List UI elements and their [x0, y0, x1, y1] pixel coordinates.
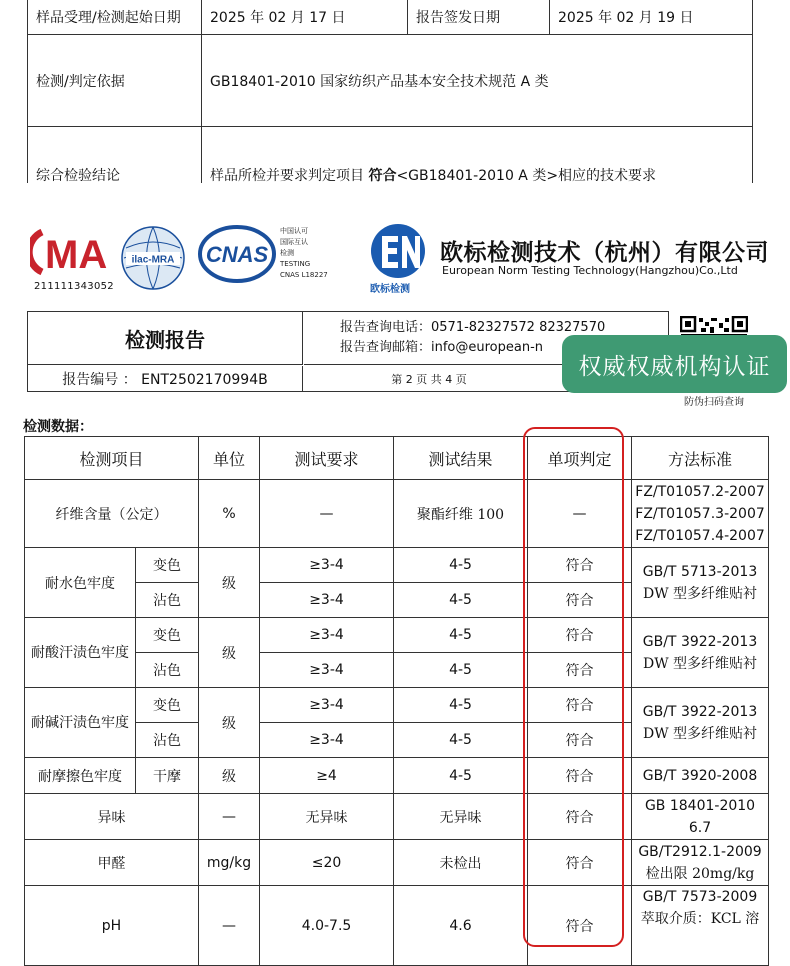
table-row	[25, 688, 769, 723]
cnas-note	[280, 226, 328, 281]
col-header-method: 方法标准	[632, 437, 769, 480]
requirement-cell: ≥3-4	[260, 583, 394, 618]
item-name: 耐碱汗渍色牢度	[25, 688, 136, 758]
judgement-cell: 符合	[528, 653, 632, 688]
result-cell: 未检出	[394, 840, 528, 886]
cma-number: 211111343052	[34, 281, 114, 292]
item-name: 耐酸汗渍色牢度	[25, 618, 136, 688]
report-phone: 报告查询电话：0571-82327572 82327570	[340, 320, 606, 335]
result-cell: 聚酯纤维 100	[394, 480, 528, 548]
judgement-cell: 符合	[528, 618, 632, 653]
table-row	[25, 480, 769, 548]
judgement-cell: 符合	[528, 886, 632, 966]
sub-item: 沾色	[136, 723, 199, 758]
table-row	[25, 618, 769, 653]
ilac-logo-text: ilac-MRA	[131, 254, 175, 266]
conclusion-value	[202, 127, 753, 184]
method-line: GB/T 3922-2013	[642, 633, 758, 650]
judgement-cell: 符合	[528, 688, 632, 723]
result-cell: 4-5	[394, 583, 528, 618]
cnas-note-line: 中国认可	[280, 227, 308, 235]
cma-logo-text: MA	[45, 233, 108, 277]
item-name: 甲醛	[25, 840, 199, 886]
company-name-cn: 欧标检测技术（杭州）有限公司	[440, 240, 769, 266]
unit-cell: 级	[199, 618, 260, 688]
requirement-cell: ≥3-4	[260, 723, 394, 758]
method-line: FZ/T01057.4-2007	[635, 527, 765, 544]
result-cell: 4-5	[394, 758, 528, 794]
col-header-item: 检测项目	[25, 437, 199, 480]
judgement-cell: 符合	[528, 723, 632, 758]
requirement-cell: ≤20	[260, 840, 394, 886]
result-cell: 4-5	[394, 723, 528, 758]
sub-item: 变色	[136, 688, 199, 723]
result-cell: 4-5	[394, 653, 528, 688]
result-cell: 4-5	[394, 548, 528, 583]
judgement-cell: 符合	[528, 840, 632, 886]
sub-item: 干摩	[136, 758, 199, 794]
result-cell: 4-5	[394, 618, 528, 653]
table-row	[25, 758, 769, 794]
requirement-cell: 无异味	[260, 794, 394, 840]
table-row	[25, 886, 769, 966]
table-row	[25, 840, 769, 886]
conclusion-suffix: <GB18401-2010 A 类>相应的技术要求	[396, 167, 657, 183]
receive-date-label: 样品受理/检测起始日期	[28, 0, 202, 35]
report-email[interactable]: 报告查询邮箱：info@european-n	[340, 340, 544, 355]
table-row	[25, 794, 769, 840]
method-line: GB/T 3922-2013	[642, 703, 758, 720]
unit-cell: mg/kg	[199, 840, 260, 886]
test-data-table	[24, 436, 769, 966]
method-line: 萃取介质：KCL 溶	[640, 911, 760, 927]
conclusion-prefix: 样品所检并要求判定项目	[210, 167, 369, 183]
unit-cell: —	[199, 886, 260, 966]
method-line: GB/T 7573-2009	[642, 889, 758, 905]
method-line: FZ/T01057.2-2007	[635, 483, 765, 500]
method-line: 6.7	[688, 819, 712, 836]
sample-info-table	[27, 0, 753, 183]
unit-cell: 级	[199, 758, 260, 794]
item-name: 耐水色牢度	[25, 548, 136, 618]
cnas-note-line: CNAS L18227	[280, 271, 328, 279]
sub-item: 沾色	[136, 653, 199, 688]
method-line: DW 型多纤维贴衬	[642, 655, 758, 672]
table-row	[25, 548, 769, 583]
requirement-cell: ≥3-4	[260, 548, 394, 583]
requirement-cell: ≥3-4	[260, 618, 394, 653]
judgement-cell: 符合	[528, 583, 632, 618]
issue-date-value: 2025 年 02 月 19 日	[550, 0, 753, 35]
judgement-cell: —	[528, 480, 632, 548]
issue-date-label: 报告签发日期	[408, 0, 550, 35]
item-name: 纤维含量（公定）	[25, 480, 199, 548]
item-name: 异味	[25, 794, 199, 840]
unit-cell: 级	[199, 548, 260, 618]
item-name: 耐摩擦色牢度	[25, 758, 136, 794]
requirement-cell: ≥3-4	[260, 653, 394, 688]
method-line: DW 型多纤维贴衬	[642, 585, 758, 602]
method-cell: GB/T 3920-2008	[632, 758, 769, 794]
col-header-requirement: 测试要求	[260, 437, 394, 480]
col-header-result: 测试结果	[394, 437, 528, 480]
unit-cell: 级	[199, 688, 260, 758]
method-cell	[632, 886, 769, 966]
data-section-heading: 检测数据：	[23, 419, 93, 435]
requirement-cell: 4.0-7.5	[260, 886, 394, 966]
european-norm-logo	[368, 222, 428, 280]
requirement-cell: ≥3-4	[260, 688, 394, 723]
judgement-column-highlight	[523, 427, 624, 947]
receive-date-value: 2025 年 02 月 17 日	[202, 0, 408, 35]
result-cell: 无异味	[394, 794, 528, 840]
qr-caption: 防伪扫码查询	[684, 397, 744, 408]
method-line: FZ/T01057.3-2007	[635, 505, 765, 522]
basis-value: GB18401-2010 国家纺织产品基本安全技术规范 A 类	[202, 35, 753, 127]
result-cell: 4.6	[394, 886, 528, 966]
basis-label: 检测/判定依据	[28, 35, 202, 127]
result-cell: 4-5	[394, 688, 528, 723]
method-line: GB 18401-2010	[644, 797, 756, 814]
col-header-judgement: 单项判定	[528, 437, 632, 480]
method-cell	[632, 618, 769, 688]
judgement-cell: 符合	[528, 794, 632, 840]
requirement-cell: ≥4	[260, 758, 394, 794]
authority-certification-banner: 权威权威机构认证	[562, 335, 787, 393]
top-info-section	[0, 0, 790, 183]
method-line: GB/T 5713-2013	[642, 563, 758, 580]
table-header-row	[25, 437, 769, 480]
sub-item: 变色	[136, 618, 199, 653]
company-name-en: European Norm Testing Technology(Hangzhou)Co.,Ltd	[442, 264, 738, 277]
requirement-cell: —	[260, 480, 394, 548]
conclusion-bold: 符合	[368, 167, 397, 183]
method-line: 检出限 20mg/kg	[645, 865, 755, 882]
method-line: DW 型多纤维贴衬	[642, 725, 758, 742]
cnas-note-line: 国际互认	[280, 238, 308, 246]
ilac-mra-logo	[120, 222, 186, 294]
method-cell	[632, 794, 769, 840]
col-header-unit: 单位	[199, 437, 260, 480]
method-cell	[632, 548, 769, 618]
item-name: pH	[25, 886, 199, 966]
unit-cell: —	[199, 794, 260, 840]
method-cell	[632, 840, 769, 886]
cnas-note-line: 检测	[280, 249, 294, 257]
report-number: 报告编号 ： ENT2502170994B	[28, 366, 303, 392]
method-cell	[632, 688, 769, 758]
judgement-cell: 符合	[528, 758, 632, 794]
cnas-logo	[198, 224, 276, 284]
sub-item: 沾色	[136, 583, 199, 618]
conclusion-label: 综合检验结论	[28, 127, 202, 184]
en-logo-caption: 欧标检测	[370, 284, 410, 295]
unit-cell: %	[199, 480, 260, 548]
sub-item: 变色	[136, 548, 199, 583]
method-cell	[632, 480, 769, 548]
report-page-indicator: 第 2 页 共 4 页	[391, 373, 467, 386]
cnas-note-line: TESTING	[280, 260, 311, 268]
cnas-logo-text: CNAS	[205, 242, 269, 267]
report-title: 检测报告	[28, 312, 303, 365]
judgement-cell: 符合	[528, 548, 632, 583]
method-line: GB/T2912.1-2009	[638, 843, 762, 860]
cma-logo	[30, 226, 110, 278]
